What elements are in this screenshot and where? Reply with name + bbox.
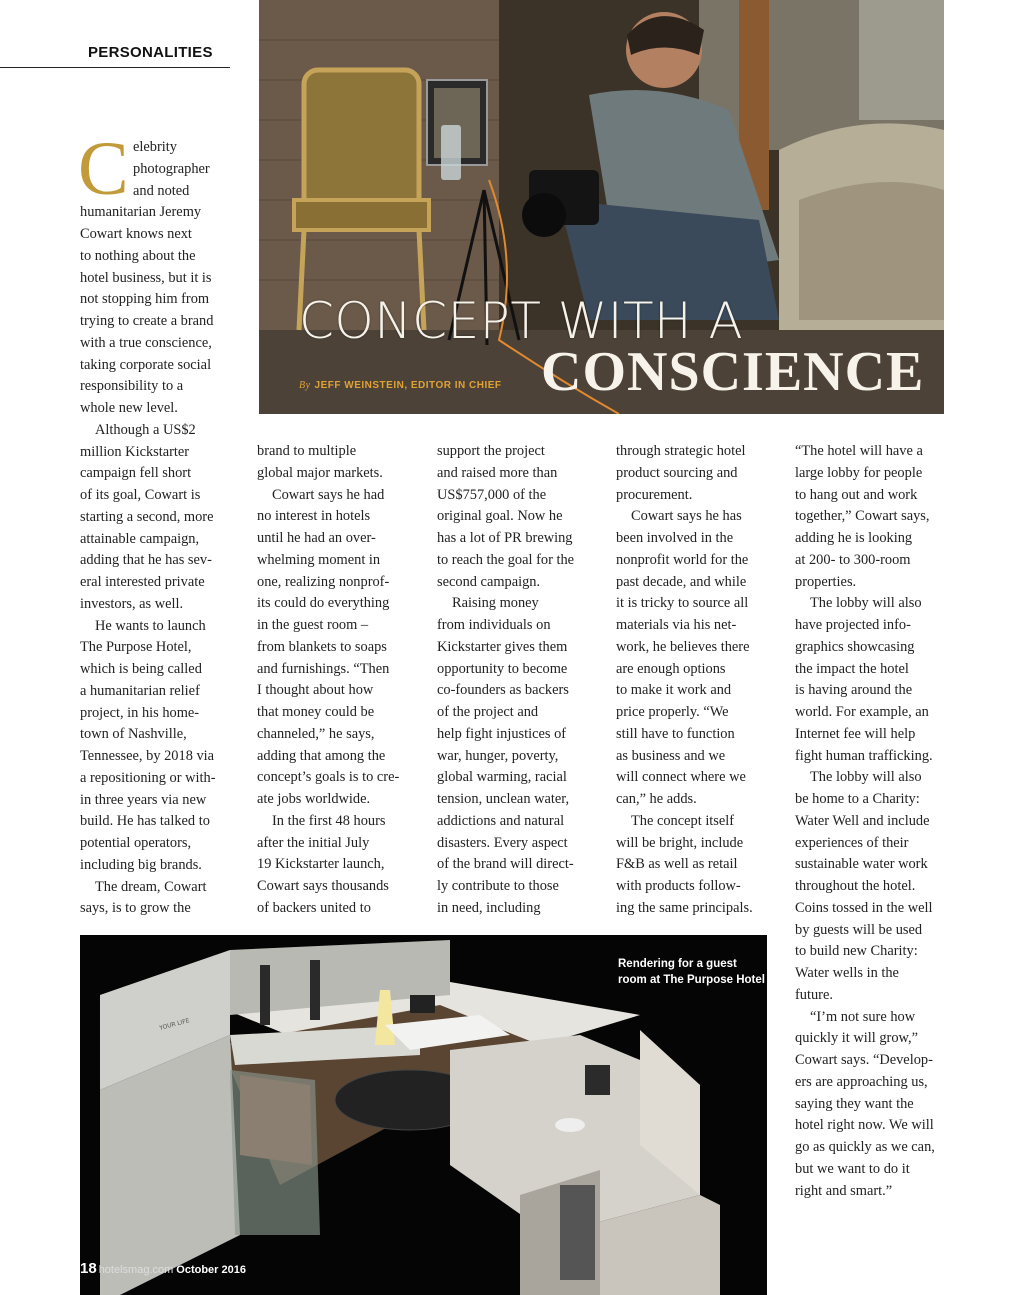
- text-line: Cowart says. “Develop-: [795, 1052, 933, 1068]
- text-line: Water wells in the: [795, 965, 899, 981]
- text-line: has a lot of PR brewing: [437, 530, 573, 546]
- text-line: experiences of their: [795, 834, 909, 851]
- text-line: and noted: [133, 182, 190, 199]
- text-line: to hang out and work: [795, 486, 918, 503]
- text-line: a humanitarian relief: [80, 682, 200, 699]
- headline-line1: CONCEPT WITH A: [299, 292, 744, 350]
- text-line: ly contribute to those: [437, 878, 559, 894]
- text-line: addictions and natural: [437, 812, 565, 829]
- text-line: hotel right now. We will: [795, 1117, 934, 1134]
- text-line: adding he is looking: [795, 530, 913, 546]
- text-line: town of Nashville,: [80, 726, 187, 743]
- text-line: Cowart says he has: [631, 508, 742, 525]
- text-line: quickly it will grow,”: [795, 1030, 918, 1047]
- text-line: in three years via new: [80, 791, 207, 808]
- text-line: adding that he has sev-: [80, 552, 212, 569]
- text-line: brand to multiple: [257, 443, 357, 459]
- text-line: a repositioning or with-: [80, 769, 216, 786]
- text-line: is having around the: [795, 682, 913, 699]
- text-line: to nothing about the: [80, 247, 196, 264]
- text-line: throughout the hotel.: [795, 878, 916, 894]
- text-line: of the brand will direct-: [437, 856, 574, 873]
- text-line: one, realizing nonprof-: [257, 573, 390, 590]
- text-line: including big brands.: [80, 856, 202, 873]
- text-line: materials via his net-: [616, 617, 737, 633]
- byline-by: By: [299, 380, 311, 391]
- text-line: from blankets to soaps: [257, 638, 387, 655]
- text-line: will connect where we: [616, 769, 746, 786]
- text-line: with products follow-: [616, 878, 741, 894]
- text-line: campaign fell short: [80, 465, 192, 482]
- text-line: graphics showcasing: [795, 638, 915, 655]
- text-line: Although a US$2: [95, 421, 196, 438]
- text-line: hotel business, but it is: [80, 269, 212, 286]
- text-line: work, he believes there: [616, 638, 750, 655]
- text-line: in need, including: [437, 899, 541, 916]
- text-line: says, is to grow the: [80, 900, 191, 917]
- text-line: of the project and: [437, 704, 539, 720]
- text-line: elebrity: [133, 139, 177, 155]
- text-line: been involved in the: [616, 530, 734, 546]
- text-line: of backers united to: [257, 899, 371, 916]
- text-line: global warming, racial: [437, 769, 567, 786]
- text-line: saying they want the: [795, 1095, 914, 1112]
- text-line: to reach the goal for the: [437, 551, 575, 568]
- text-line: together,” Cowart says,: [795, 508, 930, 525]
- text-line: The concept itself: [631, 812, 735, 829]
- text-line: second campaign.: [437, 573, 541, 590]
- text-line: taking corporate social: [80, 356, 212, 373]
- text-line: Internet fee will help: [795, 725, 916, 742]
- text-line: co-founders as backers: [437, 682, 569, 699]
- text-line: ate jobs worldwide.: [257, 791, 371, 807]
- section-rule: [0, 67, 230, 68]
- byline: [299, 380, 502, 391]
- article-column-5: [795, 441, 935, 1202]
- text-line: and raised more than: [437, 464, 558, 481]
- text-line: He wants to launch: [95, 617, 206, 634]
- text-line: world. For example, an: [795, 704, 929, 720]
- text-line: potential operators,: [80, 835, 192, 851]
- text-line: Tennessee, by 2018 via: [80, 748, 215, 764]
- text-line: future.: [795, 986, 833, 1003]
- text-line: that money could be: [257, 704, 375, 720]
- page-number: 18: [80, 1260, 97, 1277]
- hero-photo: [259, 0, 944, 414]
- text-line: can,” he adds.: [616, 791, 697, 807]
- text-line: Coins tossed in the well: [795, 899, 933, 916]
- text-line: after the initial July: [257, 834, 370, 851]
- text-line: ing the same principals.: [616, 899, 753, 916]
- text-line: investors, as well.: [80, 595, 184, 612]
- text-line: In the first 48 hours: [272, 812, 386, 829]
- text-line: at 200- to 300-room: [795, 551, 911, 568]
- issue-date: October 2016: [176, 1264, 246, 1276]
- site-name: hotelsmag.com: [98, 1264, 174, 1276]
- text-line: in the guest room –: [257, 617, 369, 633]
- text-line: adding that among the: [257, 747, 386, 764]
- text-line: channeled,” he says,: [257, 725, 375, 742]
- text-line: global major markets.: [257, 464, 383, 481]
- text-line: to build new Charity:: [795, 943, 918, 960]
- text-line: US$757,000 of the: [437, 486, 547, 503]
- text-line: whelming moment in: [257, 551, 381, 568]
- text-line: Raising money: [452, 595, 539, 612]
- text-line: original goal. Now he: [437, 508, 563, 525]
- article-column-3: [437, 441, 574, 920]
- page-footer: [80, 1260, 246, 1277]
- svg-text:YOUR LIFE: YOUR LIFE: [158, 1017, 191, 1032]
- text-line: responsibility to a: [80, 378, 184, 395]
- text-line: attainable campaign,: [80, 530, 200, 547]
- text-line: Kickstarter gives them: [437, 638, 568, 655]
- text-line: product sourcing and: [616, 464, 738, 481]
- text-line: its could do everything: [257, 595, 390, 612]
- text-line: but we want to do it: [795, 1160, 910, 1177]
- text-line: price properly. “We: [616, 704, 729, 720]
- text-line: ers are approaching us,: [795, 1073, 928, 1090]
- text-line: are enough options: [616, 660, 726, 677]
- text-line: of its goal, Cowart is: [80, 487, 201, 503]
- text-line: Cowart says he had: [272, 486, 385, 503]
- text-line: The lobby will also: [810, 769, 922, 786]
- text-line: Cowart knows next: [80, 226, 192, 242]
- text-line: disasters. Every aspect: [437, 834, 568, 851]
- text-line: sustainable water work: [795, 856, 928, 873]
- text-line: help fight injustices of: [437, 725, 567, 742]
- text-line: The dream, Cowart: [95, 878, 207, 895]
- text-line: procurement.: [616, 486, 693, 503]
- image-caption: [618, 956, 767, 988]
- text-line: trying to create a brand: [80, 313, 214, 329]
- text-line: whole new level.: [80, 400, 178, 416]
- text-line: tension, unclean water,: [437, 791, 570, 807]
- room-rendering-illustration: [80, 935, 767, 1295]
- caption-line: Rendering for a guest: [618, 958, 737, 970]
- text-line: be home to a Charity:: [795, 791, 920, 807]
- room-rendering-image: [80, 935, 767, 1295]
- text-line: properties.: [795, 573, 857, 590]
- text-line: the impact the hotel: [795, 660, 909, 677]
- text-line: project, in his home-: [80, 704, 200, 721]
- text-line: through strategic hotel: [616, 443, 746, 459]
- text-line: have projected info-: [795, 617, 911, 633]
- text-line: 19 Kickstarter launch,: [257, 856, 385, 873]
- text-line: go as quickly as we can,: [795, 1139, 935, 1155]
- text-line: “I’m not sure how: [810, 1008, 916, 1025]
- text-line: support the project: [437, 443, 545, 459]
- text-line: still have to function: [616, 725, 735, 742]
- text-line: build. He has talked to: [80, 813, 210, 830]
- text-line: with a true conscience,: [80, 334, 212, 351]
- text-line: humanitarian Jeremy: [80, 204, 202, 221]
- text-line: until he had an over-: [257, 530, 376, 546]
- text-line: starting a second, more: [80, 508, 214, 525]
- text-line: to make it work and: [616, 682, 732, 699]
- drop-cap: C: [78, 127, 129, 211]
- text-line: large lobby for people: [795, 464, 923, 481]
- text-line: and furnishings. “Then: [257, 660, 390, 677]
- text-line: million Kickstarter: [80, 443, 190, 460]
- text-line: by guests will be used: [795, 921, 923, 938]
- text-line: Water Well and include: [795, 812, 930, 829]
- text-line: nonprofit world for the: [616, 551, 749, 568]
- text-line: not stopping him from: [80, 291, 210, 308]
- text-line: war, hunger, poverty,: [437, 747, 559, 764]
- text-line: eral interested private: [80, 574, 205, 590]
- text-line: no interest in hotels: [257, 508, 371, 525]
- article-column-1: [78, 127, 216, 920]
- text-line: will be bright, include: [616, 834, 744, 851]
- text-line: as business and we: [616, 747, 726, 764]
- text-line: right and smart.”: [795, 1182, 893, 1199]
- text-line: fight human trafficking.: [795, 747, 933, 764]
- text-line: concept’s goals is to cre-: [257, 769, 400, 786]
- text-line: I thought about how: [257, 682, 374, 699]
- text-line: opportunity to become: [437, 660, 568, 677]
- text-line: it is tricky to source all: [616, 595, 749, 612]
- headline-line2: CONSCIENCE: [541, 341, 925, 403]
- article-column-2: [257, 441, 399, 920]
- text-line: past decade, and while: [616, 573, 747, 590]
- text-line: Cowart says thousands: [257, 878, 389, 894]
- text-line: “The hotel will have a: [795, 443, 923, 459]
- text-line: The Purpose Hotel,: [80, 639, 192, 656]
- text-line: F&B as well as retail: [616, 856, 738, 873]
- text-line: from individuals on: [437, 617, 551, 633]
- section-label: PERSONALITIES: [88, 44, 213, 61]
- text-line: The lobby will also: [810, 595, 922, 612]
- text-line: photographer: [133, 160, 210, 177]
- byline-author: JEFF WEINSTEIN, EDITOR IN CHIEF: [314, 380, 502, 391]
- caption-line: room at The Purpose Hotel: [618, 974, 765, 986]
- article-column-4: [616, 441, 753, 920]
- text-line: which is being called: [80, 661, 202, 677]
